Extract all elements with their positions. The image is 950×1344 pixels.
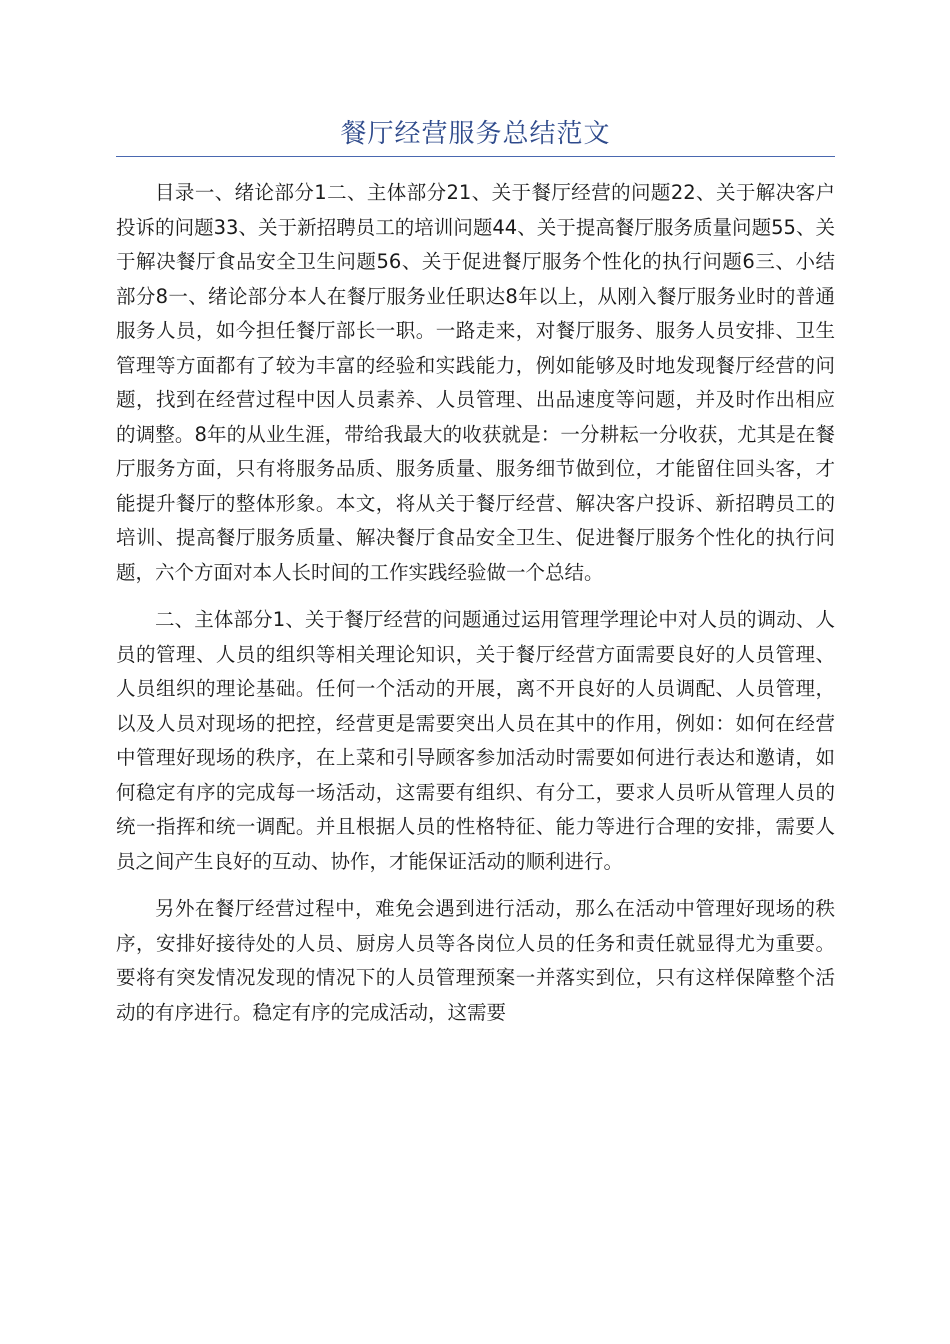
paragraph-activity-management: 另外在餐厅经营过程中，难免会遇到进行活动，那么在活动中管理好现场的秩序，安排好接待处的人员、厨房人员等各岗位人员的任务和责任就显得尤为重要。要将有突发情况发现的情况下的人员管理预案一并落实到位，只有这样保障整个活动的有序进行。稳定有序的完成活动，这需要	[116, 897, 835, 1024]
document-body	[116, 176, 835, 1043]
paragraph-intro: 目录一、绪论部分1二、主体部分21、关于餐厅经营的问题22、关于解决客户投诉的问题33、关于新招聘员工的培训问题44、关于提高餐厅服务质量问题55、关于解决餐厅食品安全卫生问题56、关于促进餐厅服务个性化的执行问题6三、小结部分8一、绪论部分本人在餐厅服务业任职达8年以上，从刚入餐厅服务业时的普通服务人员，如今担任餐厅部长一职。一路走来，对餐厅服务、服务人员安排、卫生管理等方面都有了较为丰富的经验和实践能力，例如能够及时地发现餐厅经营的问题，找到在经营过程中因人员素养、人员管理、出品速度等问题，并及时作出相应的调整。8年的从业生涯，带给我最大的收获就是：一分耕耘一分收获，尤其是在餐厅服务方面，只有将服务品质、服务质量、服务细节做到位，才能留住回头客，才能提升餐厅的整体形象。本文，将从关于餐厅经营、解决客户投诉、新招聘员工的培训、提高餐厅服务质量、解决餐厅食品安全卫生、促进餐厅服务个性化的执行问题，六个方面对本人长时间的工作实践经验做一个总结。	[116, 181, 835, 584]
document-title: 餐厅经营服务总结范文	[340, 119, 611, 149]
title-underline	[116, 156, 835, 157]
paragraph-main-body: 二、主体部分1、关于餐厅经营的问题通过运用管理学理论中对人员的调动、人员的管理、人员的组织等相关理论知识，关于餐厅经营方面需要良好的人员管理、人员组织的理论基础。任何一个活动的开展，离不开良好的人员调配、人员管理，以及人员对现场的把控，经营更是需要突出人员在其中的作用，例如：如何在经营中管理好现场的秩序，在上菜和引导顾客参加活动时需要如何进行表达和邀请，如何稳定有序的完成每一场活动，这需要有组织、有分工，要求人员听从管理人员的统一指挥和统一调配。并且根据人员的性格特征、能力等进行合理的安排，需要人员之间产生良好的互动、协作，才能保证活动的顺利进行。	[116, 608, 835, 873]
